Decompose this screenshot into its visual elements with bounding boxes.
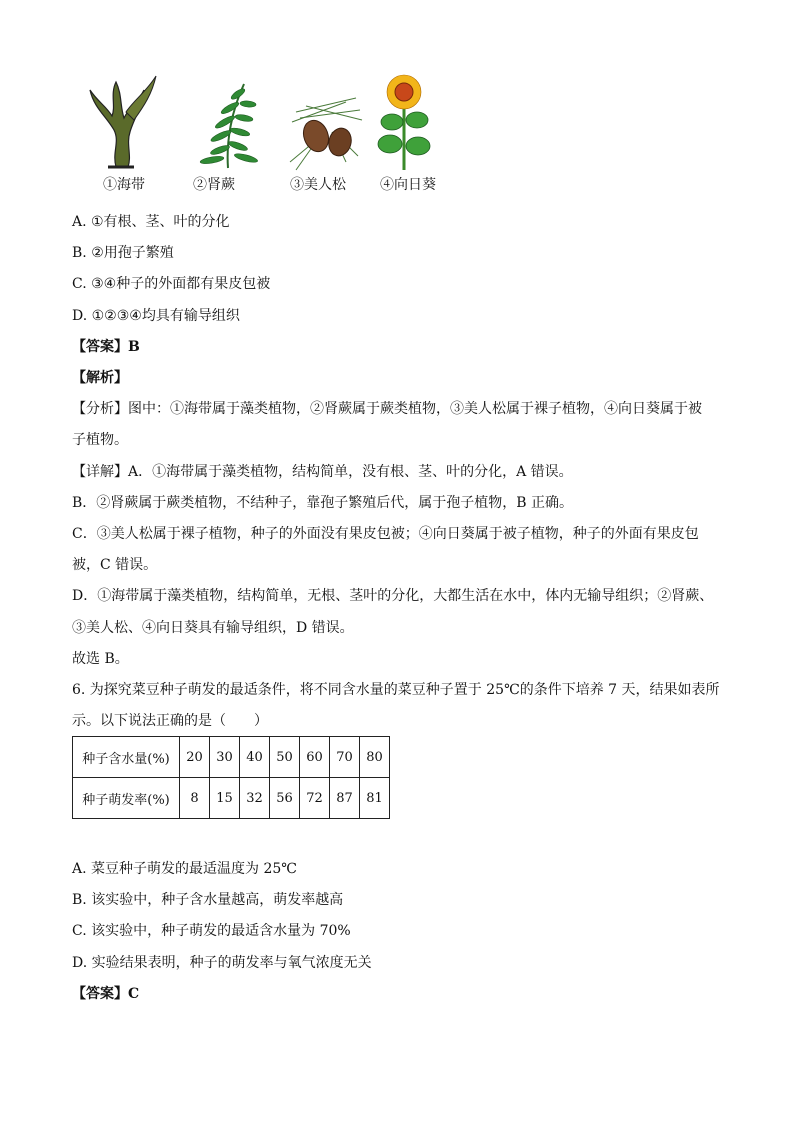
table-cell: 32 xyxy=(240,778,270,819)
q6-option-b: B. 该实验中，种子含水量越高，萌发率越高 xyxy=(72,892,344,908)
table-cell: 72 xyxy=(300,778,330,819)
q5-analysis-line: 故选 B。 xyxy=(72,651,129,667)
q5-answer: 【答案】B xyxy=(72,339,140,355)
q6-option-a: A. 菜豆种子萌发的最适温度为 25℃ xyxy=(72,861,297,877)
table-row-header: 种子含水量(%) xyxy=(73,737,180,778)
q5-analysis-line: 【分析】图中：①海带属于藻类植物，②肾蕨属于蕨类植物，③美人松属于裸子植物，④向日葵属于被 xyxy=(72,401,702,417)
germination-table xyxy=(72,736,390,819)
table-cell: 80 xyxy=(360,737,390,778)
q6-stem: 示。以下说法正确的是（ ） xyxy=(72,713,268,729)
q5-option-a: A. ①有根、茎、叶的分化 xyxy=(72,214,230,230)
table-cell: 20 xyxy=(180,737,210,778)
table-cell: 30 xyxy=(210,737,240,778)
q6-option-c: C. 该实验中，种子萌发的最适含水量为 70% xyxy=(72,923,351,939)
table-row xyxy=(73,737,390,778)
sunflower-image xyxy=(376,74,432,170)
q5-analysis-line: 【详解】A．①海带属于藻类植物，结构简单，没有根、茎、叶的分化，A 错误。 xyxy=(72,464,573,480)
q6-stem: 6. 为探究菜豆种子萌发的最适条件，将不同含水量的菜豆种子置于 25℃的条件下培养 7 天，结果如表所 xyxy=(72,682,720,698)
q5-analysis-line: C．③美人松属于裸子植物，种子的外面没有果皮包被；④向日葵属于被子植物，种子的外面有果皮包 xyxy=(72,526,699,542)
q5-option-d: D. ①②③④均具有输导组织 xyxy=(72,308,240,324)
table-cell: 40 xyxy=(240,737,270,778)
table-cell: 81 xyxy=(360,778,390,819)
q5-analysis-line: B．②肾蕨属于蕨类植物，不结种子，靠孢子繁殖后代，属于孢子植物，B 正确。 xyxy=(72,495,574,511)
kelp-image xyxy=(86,72,160,170)
table-row-header: 种子萌发率(%) xyxy=(73,778,180,819)
q5-option-c: C. ③④种子的外面都有果皮包被 xyxy=(72,276,271,292)
table-cell: 70 xyxy=(330,737,360,778)
q5-analysis-line: D．①海带属于藻类植物，结构简单，无根、茎叶的分化，大都生活在水中，体内无输导组织；②肾蕨、 xyxy=(72,588,714,604)
caption-fern: ②肾蕨 xyxy=(193,177,235,193)
fern-image xyxy=(192,80,266,170)
table-cell: 56 xyxy=(270,778,300,819)
table-cell: 60 xyxy=(300,737,330,778)
table-cell: 50 xyxy=(270,737,300,778)
q6-option-d: D. 实验结果表明，种子的萌发率与氧气浓度无关 xyxy=(72,955,372,971)
caption-pine: ③美人松 xyxy=(290,177,346,193)
q5-analysis-line: 子植物。 xyxy=(72,432,128,448)
pine-image xyxy=(286,92,366,172)
q6-answer: 【答案】C xyxy=(72,986,140,1002)
caption-kelp: ①海带 xyxy=(103,177,145,193)
q5-analysis-line: 被，C 错误。 xyxy=(72,557,158,573)
table-row xyxy=(73,778,390,819)
q5-analysis-line: ③美人松、④向日葵具有输导组织，D 错误。 xyxy=(72,620,354,636)
table-cell: 15 xyxy=(210,778,240,819)
q5-analysis-label: 【解析】 xyxy=(72,370,128,386)
table-cell: 87 xyxy=(330,778,360,819)
caption-sunflower: ④向日葵 xyxy=(380,177,436,193)
table-cell: 8 xyxy=(180,778,210,819)
q5-option-b: B. ②用孢子繁殖 xyxy=(72,245,174,261)
